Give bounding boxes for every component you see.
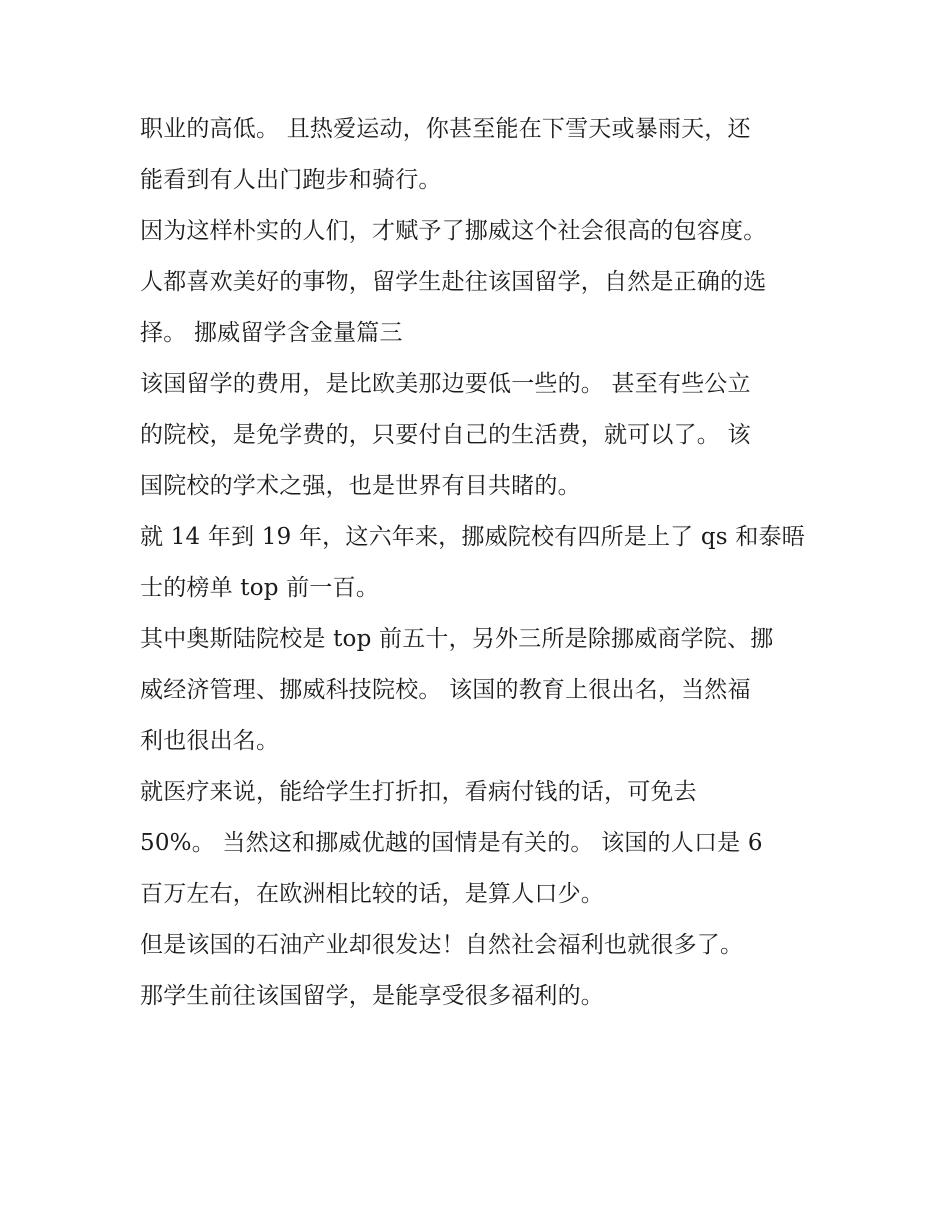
text-line: 利也很出名。	[140, 728, 280, 754]
text-line: 择。 挪威留学含金量篇三	[140, 320, 403, 346]
text-line: 其中奥斯陆院校是 top 前五十，另外三所是除挪威商学院、挪	[140, 626, 774, 652]
text-line: 就 14 年到 19 年，这六年来，挪威院校有四所是上了 qs 和泰晤	[140, 524, 805, 550]
text-line: 但是该国的石油产业却很发达！自然社会福利也就很多了。	[140, 932, 744, 958]
text-line: 职业的高低。 且热爱运动，你甚至能在下雪天或暴雨天，还	[140, 116, 751, 142]
text-line: 能看到有人出门跑步和骑行。	[140, 167, 442, 193]
text-line: 就医疗来说，能给学生打折扣，看病付钱的话，可免去	[140, 779, 697, 805]
text-line: 人都喜欢美好的事物，留学生赴往该国留学，自然是正确的选	[140, 269, 767, 295]
text-line: 该国留学的费用，是比欧美那边要低一些的。 甚至有些公立	[140, 371, 751, 397]
text-line: 国院校的学术之强，也是世界有目共睹的。	[140, 473, 581, 499]
text-line: 的院校，是免学费的，只要付自己的生活费，就可以了。 该	[140, 422, 751, 448]
text-line: 50%。 当然这和挪威优越的国情是有关的。 该国的人口是 6	[140, 830, 763, 856]
text-line: 因为这样朴实的人们，才赋予了挪威这个社会很高的包容度。	[140, 218, 767, 244]
text-line: 威经济管理、挪威科技院校。 该国的教育上很出名，当然福	[140, 677, 751, 703]
text-line: 那学生前往该国留学，是能享受很多福利的。	[140, 983, 604, 1009]
text-line: 士的榜单 top 前一百。	[140, 575, 380, 601]
text-line: 百万左右，在欧洲相比较的话，是算人口少。	[140, 881, 604, 907]
document-text-body	[140, 104, 830, 1022]
